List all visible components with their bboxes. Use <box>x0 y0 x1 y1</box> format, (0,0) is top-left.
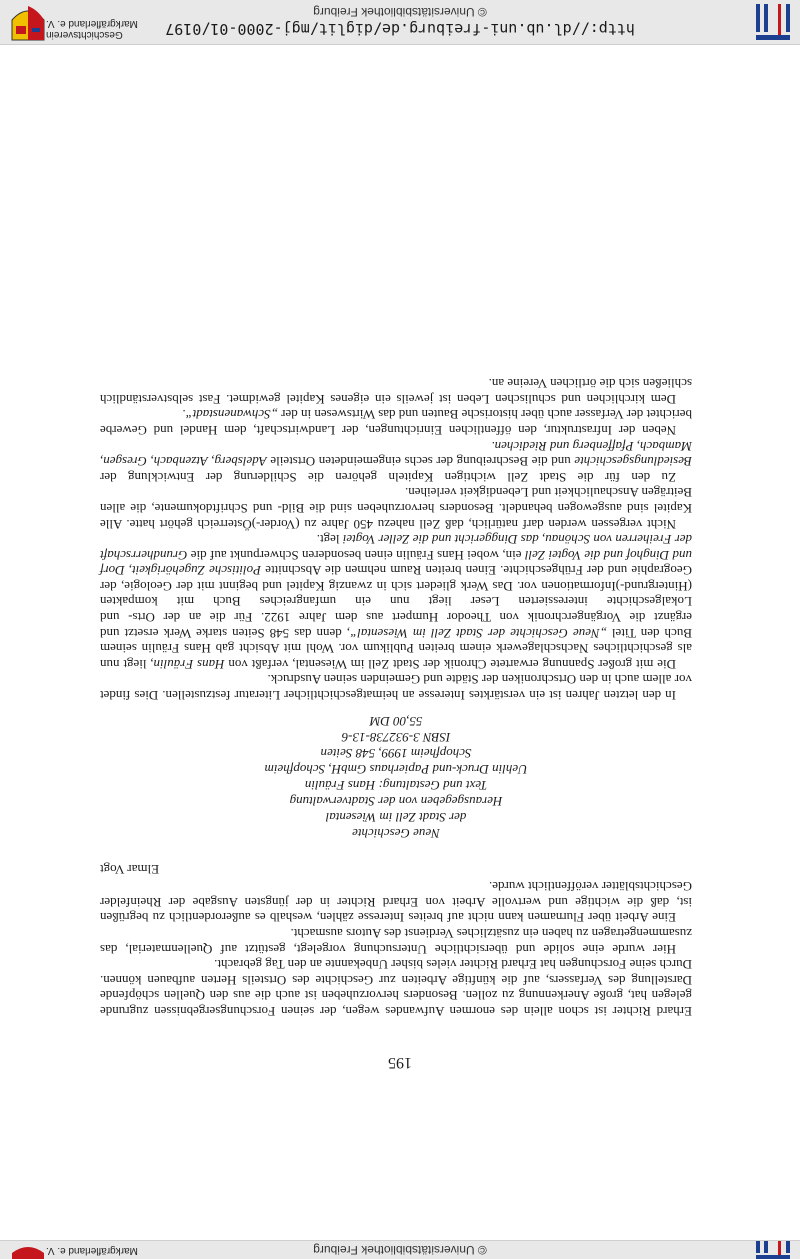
header-bar <box>0 1240 800 1259</box>
paragraph-text: Hier wurde eine solide und übersichtliche Untersuchung vorgelegt, gestützt auf Quellenmaterial, das zusammengetragen zu haben ein zusätzliches Verdienst des Autors ausmacht. <box>100 926 692 957</box>
book-editor: Herausgegeben von der Stadtverwaltung <box>289 794 503 810</box>
paragraph <box>100 532 692 672</box>
paragraph-text: Nicht vergessen werden darf natürlich, daß Zell nahezu 450 Jahre zu (Vorder-)Österreich gehört hatte. Alle Kapitel sind ausgewogen behandelt. Besonders hervorzuheben sind die Bild- und Schriftdokumente, die allen Beiträgen Anschaulichkeit und Lebendigkeit verleihen. <box>100 485 692 532</box>
book-title-line1: Neue Geschichte <box>352 826 440 842</box>
header-copyright: © Universitätsbibliothek Freiburg <box>313 1243 487 1257</box>
book-printer: Uehlin Druck-und Papierhaus GmbH, Schopfheim <box>264 762 528 778</box>
paragraph-text: In den letzten Jahren ist ein verstärktes Interesse an heimatgeschichtlicher Literatur festzustellen. Dies findet vor allem auch in den Ortschroniken der Städte und Gemeinden seinen Ausdruck. <box>100 672 692 704</box>
paragraph-text: ein, wobei Hans Fräulin einen besonderen Schwerpunkt auf die <box>187 547 525 563</box>
paragraph <box>100 407 692 438</box>
paragraph-text: Dem kirchlichen und schulischen Leben ist jeweils ein eigenes Kapitel gewidmet. Fast selbstverständlich schließen sich die örtlichen Vereine an. <box>100 376 692 407</box>
paragraph-text: und die Beschreibung der sechs eingemeindeten Ortsteile <box>266 454 575 470</box>
page-number: 195 <box>388 1054 412 1071</box>
publisher-name <box>46 18 146 40</box>
footer-copyright: © Universitätsbibliothek Freiburg <box>313 5 487 19</box>
paragraph <box>100 925 692 956</box>
italic-text: „Schwanenstadt“. <box>182 407 278 423</box>
book-text-author: Text und Gestaltung: Hans Fräulin <box>304 778 488 794</box>
book-title-line2: der Stadt Zell im Wiesental <box>325 810 467 826</box>
book-citation <box>100 713 692 841</box>
italic-text: Grundherrschaft der Freiherren von Schönau, das Dinggericht und die Zeller Vogtei <box>100 532 692 563</box>
footer-bar <box>0 0 800 45</box>
article-body <box>100 376 692 1019</box>
italic-text: Politische Zugehörigkeit, Dorf und Dinghof und die Vogtei Zell <box>100 547 692 579</box>
paragraph-text: Zu den für die Stadt Zell wichtigen Kapiteln gehören die Schilderung der Entwicklung der <box>100 469 676 485</box>
paragraph <box>100 957 692 1019</box>
page-url[interactable]: http://dl.ub.uni-freiburg.de/diglit/mgj-2000-01/0197 <box>165 20 635 38</box>
book-place-pages: Schopfheim 1999, 548 Seiten <box>320 746 472 762</box>
book-isbn: ISBN 3-932738-13-6 <box>341 730 451 746</box>
publisher-name-top <box>46 1245 156 1256</box>
paragraph <box>100 879 692 926</box>
paragraph <box>100 672 692 703</box>
paragraph-text: legt. <box>316 532 343 548</box>
italic-text: Besiedlungsgeschichte <box>574 454 692 470</box>
paragraph <box>100 438 692 485</box>
paragraph-text: Erhard Richter ist schon allein des enormen Aufwandes wegen, der seinen Forschungsergebnissen zugrunde gelegen hat, große Anerkennung zu zollen. Besonders hervorzuheben ist auch die aus den Quellen schöpfende Darstellung des Verfassers, auf die künftige Arbeiten zur Geschichte des Ortsteils Herten aufbauen können. Durch seine Forschungen hat Erhard Richter vieles bisher Unbekannte an den Tag gebracht. <box>100 957 692 1019</box>
review-author: Elmar Vogt <box>100 861 160 877</box>
paragraph-text: Die mit großer Spannung erwartete Chronik der Stadt Zell im Wiesental, verfaßt von <box>224 656 676 672</box>
paragraph <box>100 485 692 532</box>
italic-text: Hans Fräulin <box>153 656 225 672</box>
publisher-line1: Geschichtsverein <box>46 29 123 40</box>
paragraph <box>100 376 692 407</box>
italic-text: „Neue Geschichte der Stadt Zell im Wiesental“ <box>350 625 607 641</box>
publisher-line2: Markgräflerland e. V. <box>46 18 138 29</box>
publisher-line2: Markgräflerland e. V. <box>46 1245 138 1256</box>
paragraph-text: Eine Arbeit über Flurnamen kann nicht auf breites Interesse zählen, weshalb es außerordentlich zu begrüßen ist, daß die wichtige und wertvolle Arbeit von Erhard Richter in der jüngsten Ausgabe der Rheinfelder Geschichtsblätter veröffentlicht wurde. <box>100 879 692 926</box>
paragraph-text: Neben der Infrastruktur, den öffentlichen Einrichtungen, der Landwirtschaft, dem Handel und Gewerbe berichtet der Verfasser auch über historische Bauten und das Wirtswesen in der <box>100 407 692 438</box>
paragraph-text: , denn das 548 Seiten starke Werk ersetzt und ergänzt die Vorgängerchronik von Theodor Humpert aus dem Jahre 1922. Für die an der Orts- und Lokalgeschichte interessierten Leser liegt nun ein umfangreiches Buch mit kompakten (Hintergrund-)Informationen vor. Das Werk gliedert sich in zwanzig Kapitel und beginnt mit der Geologie, der Geographie und der Frühgeschichte. Einen breiten Raum nehmen die Abschnitte <box>100 563 692 641</box>
paragraph-text: , liegt nun als geschichtliches Nachschlagewerk einem breiten Publikum vor. Wohl mit Absicht gab Hans Fräulin seinem Buch den Titel <box>100 625 692 672</box>
book-price: 55,00 DM <box>369 714 423 730</box>
italic-text: Adelsberg, Atzenbach, Gresgen, Mambach, Pfaffenberg und Riedichen. <box>100 438 692 470</box>
